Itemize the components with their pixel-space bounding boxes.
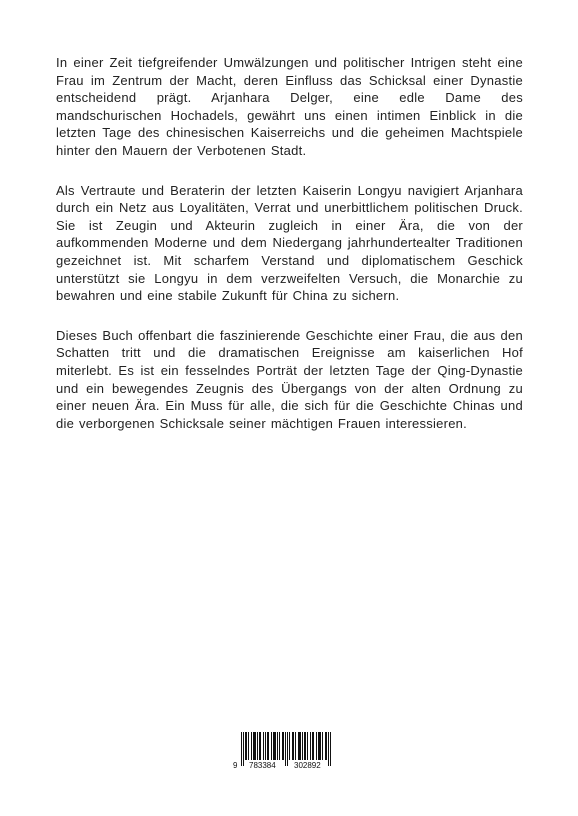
blurb-paragraph-1: In einer Zeit tiefgreifender Umwälzungen und politischer Intrigen steht eine Frau im Zentrum der Macht, deren Einfluss das Schicksal einer Dynastie entscheidend prägt. Arjanhara Delger, eine edle Dame des mandschurischen Hochadels, gewährt uns einen intimen Einblick in die letzten Tage des chinesischen Kaiserreichs und die geheimen Machtspiele hinter den Mauern der Verbotenen Stadt. [56, 55, 523, 158]
isbn-barcode [232, 732, 340, 770]
barcode-digits-right: 302892 [294, 761, 321, 770]
barcode-digits-left: 783384 [249, 761, 276, 770]
blurb-text [56, 54, 523, 454]
barcode-graphic [232, 732, 340, 770]
barcode-digit-first: 9 [233, 761, 238, 770]
blurb-paragraph-3: Dieses Buch offenbart die faszinierende Geschichte einer Frau, die aus den Schatten tritt und die dramatischen Ereignisse am kaiserlichen Hof miterlebt. Es ist ein fesselndes Porträt der letzten Tage der Qing-Dynastie und ein bewegendes Zeugnis des Übergangs von der alten Ordnung zu einer neuen Ära. Ein Muss für alle, die sich für die Geschichte Chinas und die verborgenen Schicksale seiner mächtigen Frauen interessieren. [56, 327, 523, 431]
blurb-paragraph-2: Als Vertraute und Beraterin der letzten Kaiserin Longyu navigiert Arjanhara durch ein Netz aus Loyalitäten, Verrat und unerbittlichem politischen Druck. Sie ist Zeugin und Akteurin zugleich in einer Ära, die von der aufkommenden Moderne und dem Niedergang jahrhundertealter Traditionen gezeichnet ist. Mit scharfem Verstand und diplomatischem Geschick unterstützt sie Longyu in dem verzweifelten Versuch, die Monarchie zu bewahren und eine stabile Zukunft für China zu sichern. [56, 182, 523, 304]
